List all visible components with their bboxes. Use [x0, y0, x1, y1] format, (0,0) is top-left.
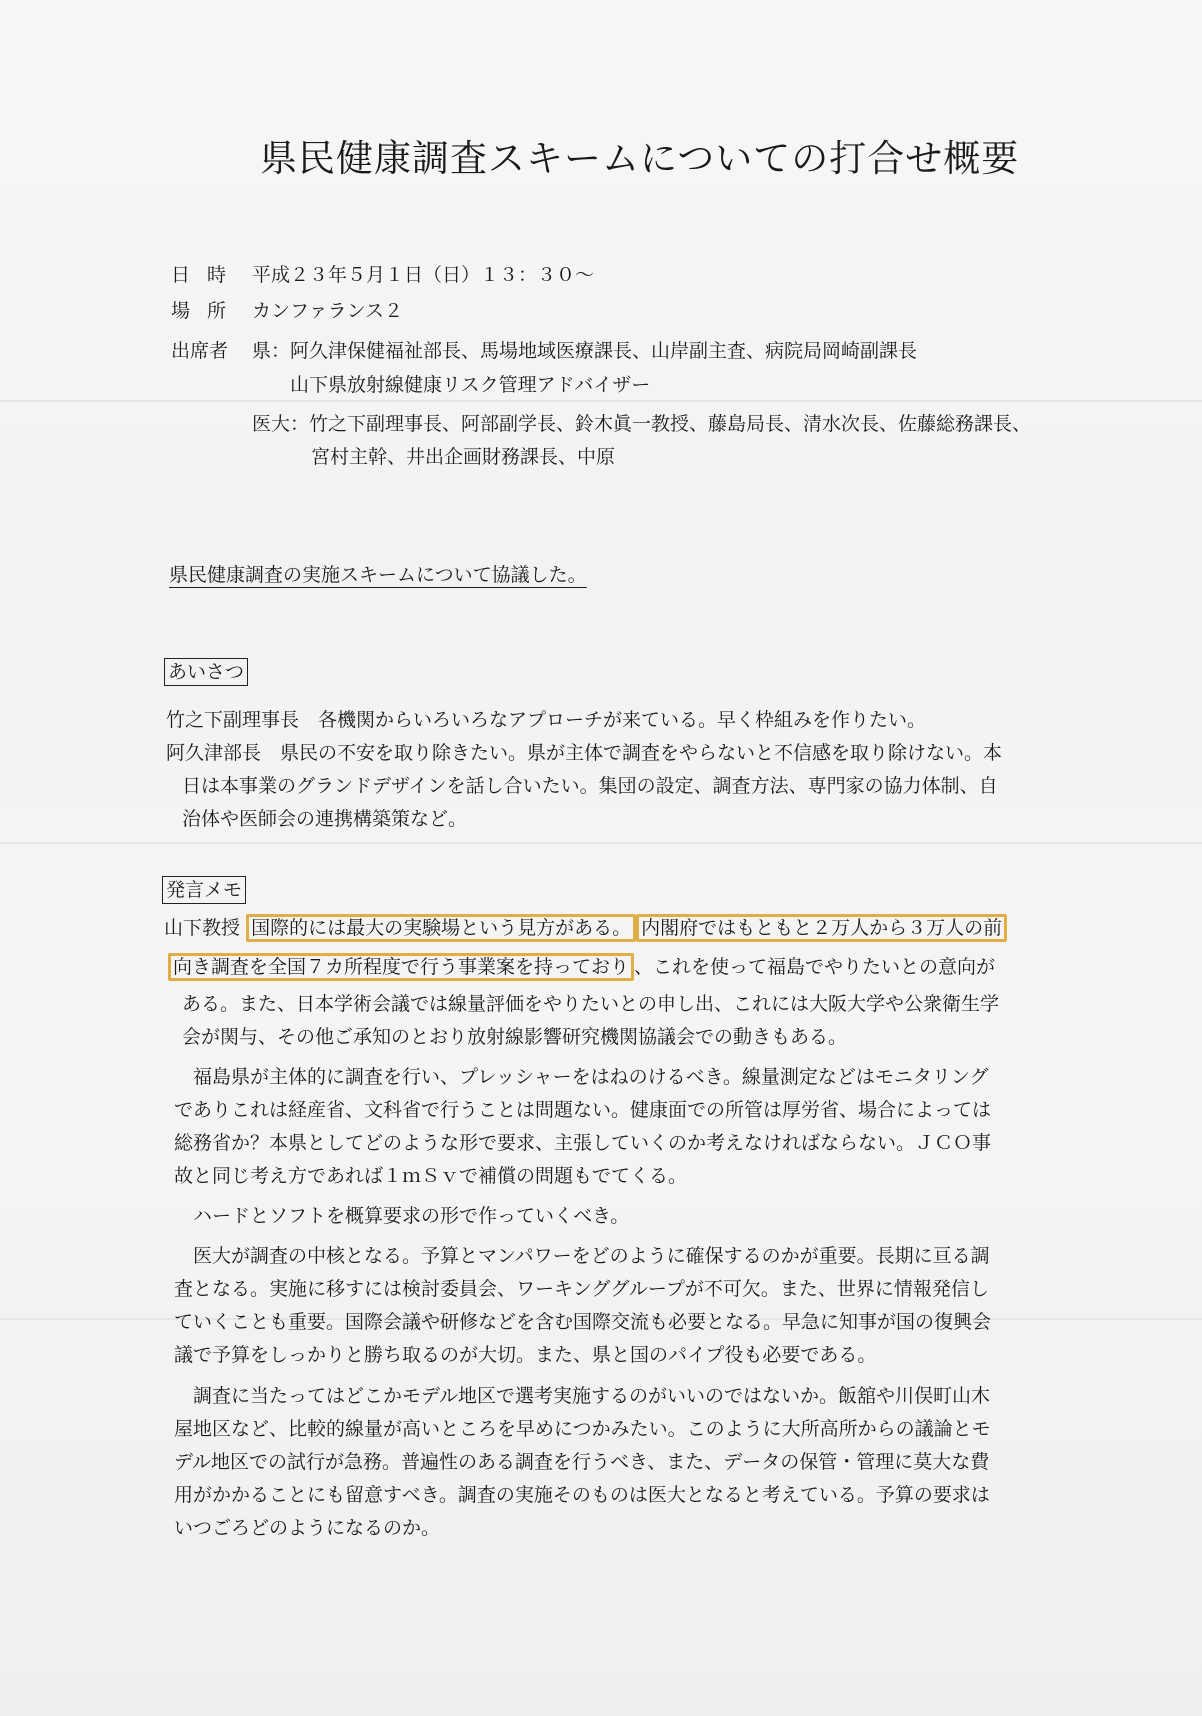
remarks-line: 議で予算をしっかりと勝ち取るのが大切。また、県と国のパイプ役も必要である。 [174, 1344, 877, 1366]
remarks-line: ハードとソフトを概算要求の形で作っていくべき。 [174, 1205, 630, 1227]
date-value: 平成２３年５月１日（日）１３：３０〜 [252, 264, 595, 286]
remarks-line: ていくことも重要。国際会議や研修などを含む国際交流も必要となる。早急に知事が国の復興会 [174, 1311, 992, 1333]
remarks-line: 調査に当たってはどこかモデル地区で選考実施するのがいいのではないか。飯舘や川俣町山木 [174, 1385, 991, 1407]
remarks-line: 医大が調査の中核となる。予算とマンパワーをどのように確保するのかが重要。長期に亘る調 [174, 1245, 990, 1267]
attendees-label: 出席者 [171, 340, 229, 362]
attendees-university-line2: 宮村主幹、井出企画財務課長、中原 [311, 446, 616, 468]
remarks-line-2 [168, 951, 995, 984]
summary-statement: 県民健康調査の実施スキームについて協議した。 [169, 564, 587, 586]
greeting-line: 日は本事業のグランドデザインを話し合いたい。集団の設定、調査方法、専門家の協力体制、自 [182, 775, 998, 797]
remarks-line: 故と同じ考え方であれば１ｍＳｖで補償の問題もでてくる。 [174, 1165, 688, 1187]
greeting-line: 阿久津部長 県民の不安を取り除きたい。県が主体で調査をやらないと不信感を取り除けない。本 [166, 742, 1003, 764]
remarks-line: 福島県が主体的に調査を行い、プレッシャーをはねのけるべき。線量測定などはモニタリング [174, 1066, 989, 1088]
greeting-heading: あいさつ [164, 658, 248, 686]
remarks-heading: 発言メモ [162, 876, 246, 904]
place-value: カンファランス２ [252, 300, 404, 322]
attendees-prefecture-line1: 県：阿久津保健福祉部長、馬場地域医療課長、山岸副主査、病院局岡崎副課長 [252, 340, 918, 362]
paper-fold [0, 400, 1202, 402]
remarks-line: でありこれは経産省、文科省で行うことは問題ない。健康面での所管は厚労省、場合によっては [174, 1099, 992, 1121]
highlight-box: 内閣府ではもともと２万人から３万人の前 [636, 914, 1007, 942]
remarks-line: いつごろどのようになるのか。 [174, 1517, 441, 1539]
attendees-university-line1: 医大：竹之下副理事長、阿部副学長、鈴木眞一教授、藤島局長、清水次長、佐藤総務課長、 [252, 413, 1032, 435]
paper-fold [0, 842, 1202, 844]
document-title: 県民健康調査スキームについての打合せ概要 [260, 137, 1020, 180]
place-label: 場所 [171, 300, 244, 322]
remarks-line: ある。また、日本学術会議では線量評価をやりたいとの申し出、これには大阪大学や公衆衛生学 [182, 993, 1000, 1015]
remarks-line: デル地区での試行が急務。普遍性のある調査を行うべき、また、データの保管・管理に莫大な費 [174, 1451, 990, 1473]
highlight-box: 向き調査を全国７カ所程度で行う事業案を持っており [168, 953, 634, 981]
highlight-box: 国際的には最大の実験場という見方がある。 [246, 914, 636, 942]
remarks-line: 査となる。実施に移すには検討委員会、ワーキンググループが不可欠。また、世界に情報発信し [174, 1278, 989, 1300]
remarks-line: 会が関与、その他ご承知のとおり放射線影響研究機関協議会での動きもある。 [182, 1026, 848, 1048]
remarks-line: 屋地区など、比較的線量が高いところを早めにつかみたい。このように大所高所からの議論とモ [174, 1418, 991, 1440]
remarks-line: 用がかかることにも留意すべき。調査の実施そのものは医大となると考えている。予算の要求は [174, 1484, 990, 1506]
speaker-name: 山下教授 [164, 917, 241, 939]
attendees-prefecture-line2: 山下県放射線健康リスク管理アドバイザー [290, 374, 651, 396]
greeting-line: 治体や医師会の連携構築策など。 [182, 808, 468, 830]
greeting-line: 竹之下副理事長 各機関からいろいろなアプローチが来ている。早く枠組みを作りたい。 [166, 709, 927, 731]
remarks-text: 、これを使って福島でやりたいとの意向が [634, 956, 996, 978]
remarks-line: 総務省か？本県としてどのような形で要求、主張していくのか考えなければならない。ＪＣＯ事 [174, 1132, 992, 1154]
remarks-line-1 [164, 912, 1007, 945]
date-label: 日時 [171, 264, 244, 286]
